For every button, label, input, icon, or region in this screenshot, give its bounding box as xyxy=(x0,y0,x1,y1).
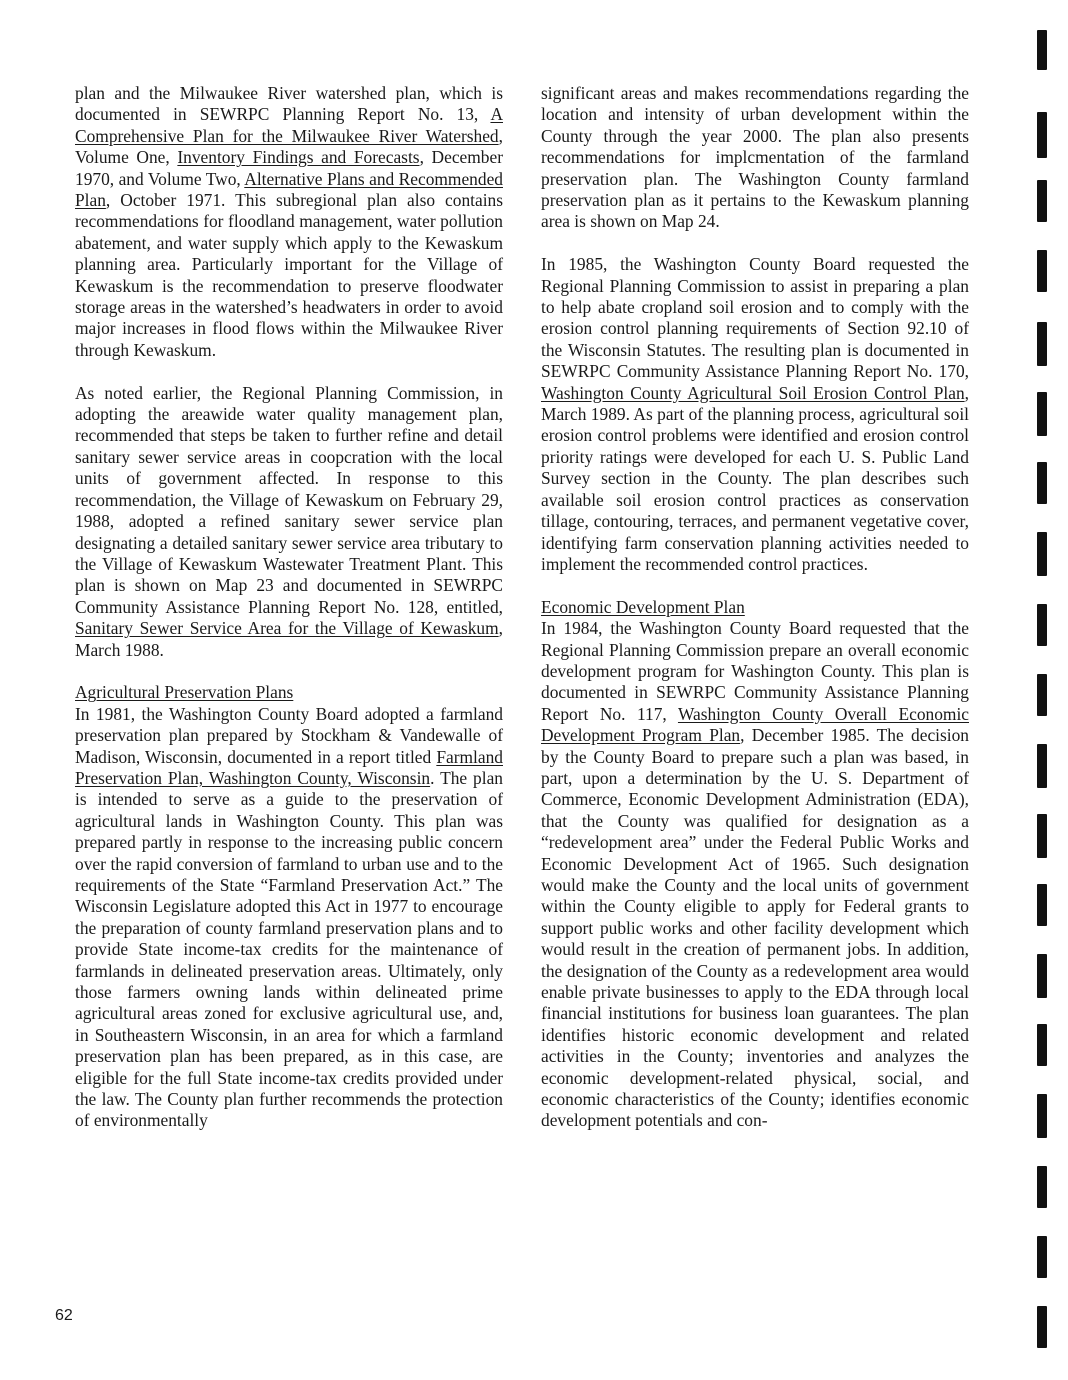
scan-mark xyxy=(1037,1024,1047,1066)
text-run: . The plan is intended to serve as a guide to the preservation of agricultural lands in Washington County. This plan was prepared partly in response to the increasing public concern over the rapid conversion of farmland to urban use and to the requirements of the State “Farmland Preservation Act.” The Wisconsin Legislature adopted this Act in 1977 to encourage the preparation of county farmland preservation plans and to provide State income-tax credits for the maintenance of farmlands in delineated preservation areas. Ultimately, only those farmers owning lands within delineated prime agricultural areas zoned for exclusive agricultural use, and, in Southeastern Wisconsin, in an area for which a farmland preservation plan has been prepared, as in this case, are eligible for the full State income-tax credits provided under the law. The County plan further recommends the protection of environmentally xyxy=(75,767,503,1131)
scan-mark xyxy=(1037,954,1047,998)
text-run: , October 1971. This subregional plan also contains recommendations for floodland management, water pollution abatement, and water supply which apply to the Kewaskum planning area. Particularly important for the Village of Kewaskum is the recommendation to preserve floodwater storage areas in the watershed’s headwaters in order to avoid major increases in flood flows within the Milwaukee River through Kewaskum. xyxy=(75,190,503,360)
report-title: A Comprehensive Plan for the Milwaukee River Watershed xyxy=(75,104,503,146)
report-title: Alternative Plans and Recommended Plan xyxy=(75,168,503,211)
text-run: In 1981, the Washington County Board adopted a farmland preservation plan prepared by Stockham & Vandewalle of Madison, Wisconsin, documented in a report titled xyxy=(75,703,503,767)
text-run: , March 1989. As part of the planning process, agricultural soil erosion control problems were identified and erosion control priority ratings were developed for each U. S. Public Land Survey section in the County. The plan describes such available soil erosion control practices as conservation tillage, contouring, terraces, and permanent vegetative cover, identifying farm conservation planning activities needed to implement the recommended control practices. xyxy=(541,382,969,574)
text-run: , March 1988. xyxy=(75,618,503,660)
report-title: Farmland Preservation Plan, Washington County, Wisconsin xyxy=(75,746,503,788)
scan-mark xyxy=(1037,462,1047,504)
scan-mark xyxy=(1037,30,1047,70)
paragraph-soil-erosion xyxy=(541,254,969,575)
scan-mark xyxy=(1037,532,1047,576)
scan-mark xyxy=(1037,604,1047,646)
scan-mark xyxy=(1037,1094,1047,1138)
report-title: Inventory Findings and Forecasts xyxy=(177,147,420,168)
section-heading: Economic Development Plan xyxy=(541,596,745,617)
scan-mark xyxy=(1037,674,1047,716)
scan-mark xyxy=(1037,814,1047,858)
paragraph-sewer-service xyxy=(75,383,503,661)
section-heading: Agricultural Preservation Plans xyxy=(75,682,294,703)
text-run: , December 1985. The decision by the County Board to prepare such a plan was based, in part, upon a determination by the U. S. Department of Commerce, Economic Development Administration (EDA), that the County was qualified for designation as a “redevelopment area” under the Federal Public Works and Economic Development Act of 1965. Such designation would make the County and the local units of government within the County eligible to apply for Federal grants to support public works and other facility development which would result in the creation of permanent jobs. In addition, the designation of the County as a redevelopment area would enable private businesses to apply to the EDA through local financial institutions for business loan guarantees. The plan identifies historic economic development and related activities in the County; inventories and analyzes the economic development-related physical, social, and economic characteristics of the County; identifies economic development potentials and con- xyxy=(541,725,969,1131)
report-title: Sanitary Sewer Service Area for the Village of Kewaskum xyxy=(75,618,499,639)
left-column xyxy=(75,83,503,1132)
section-economic-development xyxy=(541,597,969,1132)
scan-edge-marks xyxy=(1037,0,1057,1380)
text-run: plan and the Milwaukee River watershed plan, which is documented in SEWRPC Planning Report No. 13, xyxy=(75,83,503,125)
scan-mark xyxy=(1037,744,1047,788)
report-title: Washington County Overall Economic Development Program Plan xyxy=(541,703,969,746)
scan-mark xyxy=(1037,1236,1047,1278)
text-run: As noted earlier, the Regional Planning Commission, in adopting the areawide water quality management plan, recommended that steps be taken to further refine and detail sanitary sewer service areas in coopcration with the local units of government affected. In response to this recommendation, the Village of Kewaskum on February 29, 1988, adopted a refined sanitary sewer service plan designating a detailed sanitary sewer service area tributary to the Village of Kewaskum Wastewater Treatment Plant. This plan is shown on Map 23 and documented in SEWRPC Community Assistance Planning Report No. 128, entitled, xyxy=(75,382,503,617)
page-number: 62 xyxy=(55,1307,73,1324)
scan-mark xyxy=(1037,1306,1047,1348)
paragraph-watershed-plan xyxy=(75,83,503,361)
scan-mark xyxy=(1037,180,1047,222)
scan-mark xyxy=(1037,112,1047,158)
scan-mark xyxy=(1037,1166,1047,1208)
report-title: Washington County Agricultural Soil Erosion Control Plan xyxy=(541,382,965,403)
text-run: , December 1970, and Volume Two, xyxy=(75,147,503,189)
scan-mark xyxy=(1037,250,1047,292)
paragraph-farmland-continued: significant areas and makes recommendations regarding the location and intensity of urban development within the County through the year 2000. The plan also presents recommendations for implcmentation of the farmland preservation plan. The Washington County farmland preservation plan as it pertains to the Kewaskum planning area is shown on Map 24. xyxy=(541,83,969,232)
text-run: In 1985, the Washington County Board requested the Regional Planning Commission to assist in preparing a plan to help abate cropland soil erosion and to comply with the erosion control planning requirements of Section 92.10 of the Wisconsin Statutes. The resulting plan is documented in SEWRPC Community Assistance Planning Report No. 170, xyxy=(541,254,969,382)
section-agricultural-preservation xyxy=(75,682,503,1132)
text-run: In 1984, the Washington County Board requested that the Regional Planning Commission prepare an overall economic development program for Washington County. This plan is documented in SEWRPC Community Assistance Planning Report No. 117, xyxy=(541,618,969,724)
scan-mark xyxy=(1037,884,1047,926)
scan-mark xyxy=(1037,392,1047,436)
right-column xyxy=(541,83,969,1132)
text-run: , Volume One, xyxy=(75,125,503,168)
scan-mark xyxy=(1037,322,1047,366)
